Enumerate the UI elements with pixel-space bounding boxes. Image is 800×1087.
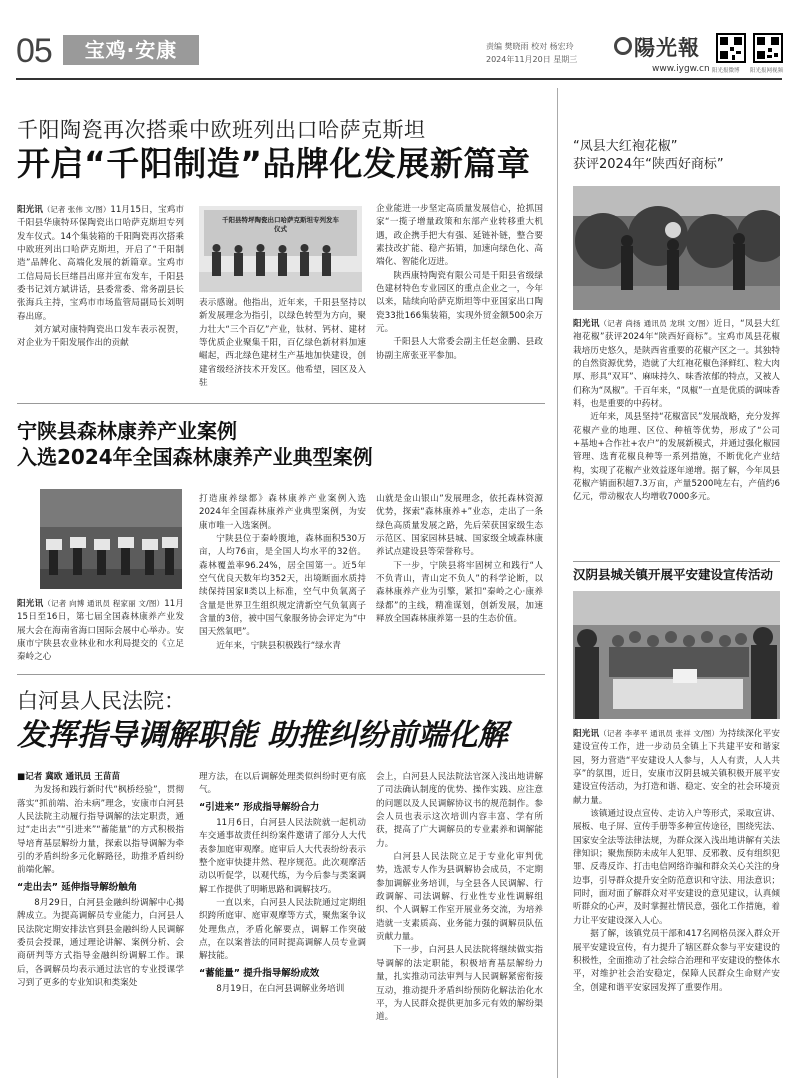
a3-col3 <box>376 493 543 665</box>
qr2-label: 阳光报网视频 <box>750 68 784 74</box>
section-title: 宝鸡·安康 <box>84 38 178 62</box>
a1-headline: 开启“千阳制造”品牌化发展新篇章 <box>17 144 531 183</box>
editor-line: 责编 樊晓雨 校对 杨宏玲 <box>486 42 574 51</box>
a2-lead: 阳光讯 <box>573 319 600 329</box>
a5-col1-p2: 8月29日，白河县金融纠纷调解中心揭牌成立。为提高调解员专业能力，白河县人民法院定期安排法官到县金融纠纷人民调解委员会授课，通过理论讲解、案例分析、会商研判等方式指导金融纠纷调解工作。课后，各调解员均表示通过法官的专业授课学习到了更多的专业知识和类案处 <box>17 898 184 989</box>
a1-col1-p1: 11月15日，宝鸡市千阳县华康特环保陶瓷出口哈萨克斯坦专列发车仪式。14个集装箱的千阳陶瓷再次搭乘中欧班列出口哈萨克斯坦，开启了“千阳制造”品牌化、高端化发展的新篇章。宝鸡市工信局局长巨绪昌出席并宣布发车，千阳县委书记刘方斌讲话，县委常委、常务副县长张海兵主持，宝鸡市市场监管局副局长刘明春出席。 <box>17 205 184 322</box>
a1-col3-p2: 陕西康特陶瓷有限公司是千阳县省级绿色建材特色专业园区的重点企业之一，今年以来，陆续向哈萨克斯坦等中亚国家出口陶瓷33批166集装箱，实现外贸金额500余万元。 <box>376 270 543 335</box>
divider-1 <box>17 403 545 404</box>
divider-3 <box>573 561 780 562</box>
masthead-divider <box>16 78 782 80</box>
a5-col2-p4: 8月19日，在白河县调解业务培训 <box>216 984 345 995</box>
a1-col2 <box>199 297 366 399</box>
a1-kicker: 千阳陶瓷再次搭乘中欧班列出口哈萨克斯坦 <box>17 118 426 142</box>
a2-p1: 近日，“凤县大红袍花椒”获评2024年“陕西好商标”。宝鸡市凤县花椒栽培历史悠久，是陕西省重要的花椒产区之一。其独特的自然资源优势，造就了大红袍花椒色泽鲜红、粒大肉厚、形具“双耳”、麻味持久、味香浓郁的特点，又被人们称为“凤椒”。千百年来，“凤椒”一直是优质的调味香料，也是重要的中药材。 <box>573 319 780 410</box>
a3-col2-p2: 宁陕县位于秦岭腹地，森林面积530万亩，人均76亩，是全国人均水平的32倍。森林覆盖率96.24%，居全国第一。近5年空气优良天数年均352天，出境断面水质持续保持国家Ⅱ类以上标准，空气中负氧离子含量是世界卫生组织规定清新空气负氧离子含量的3倍，被中国气象服务协会评定为“中国天然氧吧”。 <box>199 534 366 638</box>
a5-col2-p3: 一直以来，白河县人民法院通过定期组织跨所庭审、庭审观摩等方式，聚焦案争议处理焦点，矛盾化解要点，调解工作突破点，在以案普法的同时提高调解人员专业调解技能。 <box>199 898 366 962</box>
a3-col2-p3: 近年来，宁陕县积极践行“绿水青 <box>216 640 341 651</box>
a5-col2 <box>199 771 366 1077</box>
a4-p1: 为持续深化平安建设宣传工作，进一步动员全镇上下共建平安和谐家园，努力营造“平安建设人人参与，人人有责，人人共享”的氛围，近日，安康市汉阴县城关镇积极开展平安建设宣传活动，为打造和谐、稳定、安全的社会环境贡献力量。 <box>573 729 780 806</box>
a3-lead: 阳光讯 <box>17 599 44 609</box>
page-number: 05 <box>16 32 52 70</box>
a3-col2 <box>199 493 366 665</box>
a2-title: 获评2024年“陕西好商标” <box>573 157 724 172</box>
a3-photo <box>40 489 182 589</box>
site-url[interactable]: www.iygw.cn <box>652 64 710 74</box>
a4-p3: 据了解，该镇党员干部和417名网格员深入群众开展平安建设宣传，有力提升了辖区群众参与平安建设的积极性，全面推动了社会综合治理和平安建设的整体水平，对维护社会治安稳定，保障人民群众生命财产安全，创建和谐平安家园发挥了重要作用。 <box>573 929 780 993</box>
a3-col3-p2: 下一步，宁陕县将牢固树立和践行“人不负青山，青山定不负人”的科学论断，以森林康养产业为引擎，紧扣“秦岭之心·康养绿都”的主线，精准谋划，创新发展，加速释放全国森林康养第一县的生态价值。 <box>376 560 543 625</box>
column-divider <box>557 88 558 1078</box>
masthead <box>0 0 800 86</box>
a5-col1-p1: 为发扬和践行新时代“枫桥经验”，贯彻落实“抓前端、治未病”理念，安康市白河县人民法院主动履行指导调解的法定职责，通过“走出去”“引进来”“蓄能量”的方式积极指导培育基层解纷力量，探索以指导调解为牵引的矛盾纠纷多元化解路径，助推矛盾纠纷前端化解。 <box>17 785 184 876</box>
a1-col3-p3: 千阳县人大常委会副主任赵金鹏、县政协副主席张亚平参加。 <box>376 337 543 361</box>
a3-col3-p1: 山就是金山银山”发展理念，依托森林资源优势，探索“森林康养+”业态，走出了一条绿色高质量发展之路，先后荣获国家级生态示范区、国家园林县城、国家级全域森林康养试点建设县等荣誉称号。 <box>376 494 543 558</box>
a1-photo-banner: 千阳县特坪陶瓷出口哈萨克斯坦专列发车仪式 <box>222 216 339 233</box>
qr-code-video <box>753 33 783 63</box>
paper-logo: 陽光報 <box>634 35 700 60</box>
a1-col3-p1: 企业能进一步坚定高质量发展信心，抢抓国家“一揽子增量政策和东部产业转移重大机遇，政企携手把大有强、延链补链，整合要素技改扩能、稳产拓销，加速向绿色化、高端化、智能化迈进。 <box>376 204 543 268</box>
a5-headline: 发挥指导调解职能 助推纠纷前端化解 <box>17 718 508 753</box>
a5-subhead-1: “走出去” 延伸指导解纷触角 <box>17 881 138 893</box>
a4-byline: （记者 李孝平 通讯员 张祥 文/图） <box>599 729 719 738</box>
a1-byline: （记者 张伟 文/图） <box>42 205 111 214</box>
a2-body <box>573 317 780 559</box>
a4-title: 汉阴县城关镇开展平安建设宣传活动 <box>573 567 774 582</box>
a5-byline: ■记者 冀欧 通讯员 王苗苗 <box>17 772 121 782</box>
a4-body <box>573 727 780 1079</box>
a2-kicker: “凤县大红袍花椒” <box>573 139 678 154</box>
a1-col1-p2: 刘方斌对康特陶瓷出口发车表示祝贺，对企业为千阳发展作出的贡献 <box>17 325 184 349</box>
a3-col1-p1: 11月15日至16日，第七届全国森林康养产业发展大会在海南省海口国际会展中心举办。安康市宁陕县农业林业和水利局提交的《立足秦岭之心 <box>17 599 184 663</box>
a1-lead: 阳光讯 <box>17 205 43 215</box>
a5-subhead-3: “蓄能量” 提升指导解纷成效 <box>199 967 320 979</box>
a5-col2-p2: 11月6日，白河县人民法院就一起机动车交通事故责任纠纷案件邀请了部分人大代表参加庭审观摩。庭审后人大代表纷纷表示整个庭审快捷井然、程序规范。此次观摩活动以听促学，以观代练，为今后参与类案调解工作提供了明晰思路和调解技巧。 <box>199 818 366 895</box>
a3-col2-p1: 打造康养绿都》森林康养产业案例入选2024年全国森林康养产业典型案例，为安康市唯一入选案例。 <box>199 494 366 531</box>
a3-title-line2: 入选2024年全国森林康养产业典型案例 <box>17 445 373 469</box>
a4-p2: 该镇通过设点宣传、走访入户等形式，采取宣讲、展板、电子屏、宣传手册等多种宣传途径，围绕宪法、国家安全法等法律法规，为群众深入浅出地讲解有关法律知识；聚焦预防未成年人犯罪、反邪教、反有组织犯罪、反毒反诈、打击电信网络诈骗和群众关心关注的身边事，引导群众提升安全防范意识和守法、用法意识；同时，面对面了解群众对平安建设的意见建议，认真倾听群众的心声，及时掌握社情民意，强化工作措施，着力让平安建设深入人心。 <box>573 809 780 926</box>
a5-col3-p2: 白河县人民法院立足于专业化审判优势，选派专人作为县调解协会成员，不定期参加调解业务培训，与全县各人民调解、行政调解、司法调解、行业性专业性调解组织、个人调解工作室开展业务交流，为培养造就一支素质高、业务能力强的调解员队伍贡献力量。 <box>376 852 543 943</box>
a5-col3-p1: 会上，白河县人民法院法官深入浅出地讲解了司法确认制度的优势、操作实践、应注意的问题以及人民调解协议书的规范制作。参会人员也表示这次培训内容丰富、学有所获，提高了广大调解员的专业素养和调解能力。 <box>376 772 543 849</box>
a1-col1 <box>17 203 184 399</box>
a2-photo <box>573 186 780 310</box>
a5-subhead-2: “引进来” 形成指导解纷合力 <box>199 801 320 813</box>
a3-title-line1: 宁陕县森林康养产业案例 <box>17 419 237 443</box>
qr1-label: 阳光报微博 <box>712 68 740 74</box>
sun-logo-icon <box>614 37 632 55</box>
a5-col2-p1: 理方法，在以后调解处理类似纠纷时更有底气。 <box>199 772 366 796</box>
a5-col3 <box>376 771 543 1077</box>
divider-2 <box>17 674 545 675</box>
a4-photo <box>573 591 780 719</box>
qr-code-weibo <box>716 33 746 63</box>
a4-lead: 阳光讯 <box>573 729 600 739</box>
a1-photo <box>199 206 362 292</box>
date-line: 2024年11月20日 星期三 <box>486 55 578 64</box>
a1-col3 <box>376 203 543 399</box>
a5-col3-p3: 下一步，白河县人民法院将继续做实指导调解的法定职能，积极培育基层解纷力量，扎实推动司法审判与人民调解紧密衔接互动，推动提升矛盾纠纷预防化解法治化水平，为人民群众提供更加多元有效的解纷渠道。 <box>376 945 543 1023</box>
a5-col1 <box>17 771 184 1077</box>
a1-col2-p1: 表示感谢。他指出，近年来，千阳县坚持以新发展理念为指引，以绿色转型为方向，聚力壮大“三个百亿”产业，钛材、钙材、建材等优质企业聚集千阳，百亿绿色新材料加速崛起，西北绿色建材生产基地加快建设，创建省级经济技术开发区。他希望，园区及入驻 <box>199 298 366 389</box>
a3-col1 <box>17 597 184 665</box>
a5-kicker: 白河县人民法院： <box>17 689 185 713</box>
a3-byline: （记者 向博 通讯员 程家丽 文/图） <box>43 599 165 608</box>
a2-byline: （记者 尚扬 通讯员 龙琪 文/图） <box>599 319 714 328</box>
a2-p2: 近年来，凤县坚持“花椒富民”发展战略，充分发挥花椒产业的地理、区位、种植等优势，形成了“公司+基地+合作社+农户”的发展新模式，并通过强化椒园管理、选育花椒良种等一系列措施，不断优化产业结构，实现了花椒产业效益逐年递增。据了解，今年凤县花椒产销面积超7.3万亩，产量5200吨左右，产值约6亿元，带动椒农人均增收7000多元。 <box>573 412 780 503</box>
